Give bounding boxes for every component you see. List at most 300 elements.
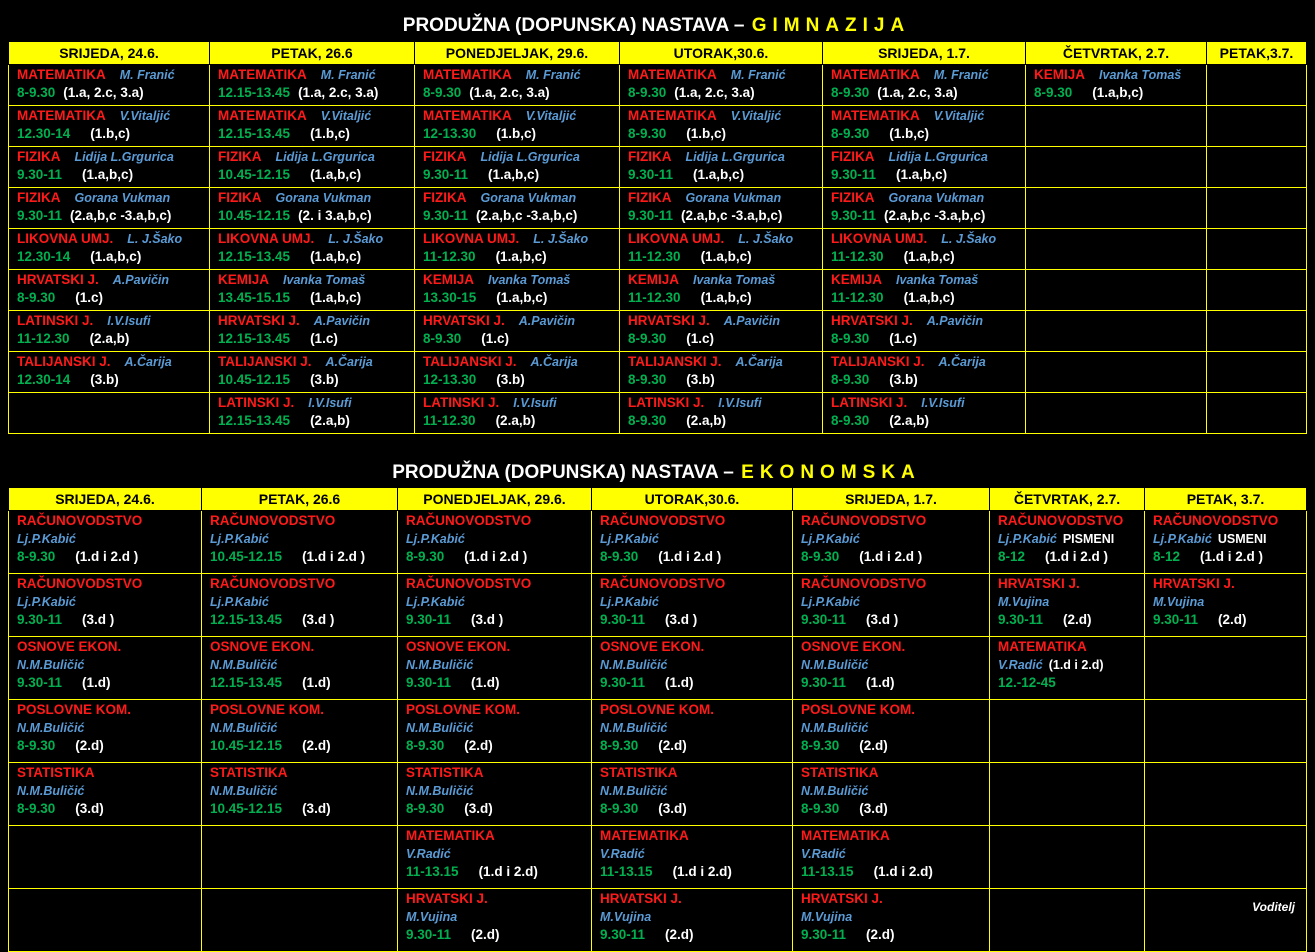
teacher-name: A.Pavičin (518, 314, 576, 328)
class-groups: (1.a,b,c) (310, 167, 362, 182)
class-groups: (2.d) (665, 927, 694, 942)
class-groups: (3.d ) (302, 612, 335, 627)
time-slot: 8-9.30 (801, 549, 840, 564)
schedule-cell (1207, 65, 1307, 106)
teacher-name: Lj.P.Kabić (600, 595, 659, 609)
schedule-cell (9, 352, 210, 393)
teacher-name: I.V.Isufi (513, 396, 557, 410)
teacher-name: N.M.Buličić (210, 658, 278, 672)
subject-label: HRVATSKI J. (406, 891, 488, 906)
teacher-name: Gorana Vukman (480, 191, 577, 205)
entry-line (423, 371, 619, 389)
class-groups: (2.a,b,c -3.a,b,c) (70, 208, 172, 223)
time-slot: 8-9.30 (831, 413, 870, 428)
schedule-cell (823, 352, 1026, 393)
time-slot: 8-12 (1153, 549, 1181, 564)
entry-line (998, 611, 1144, 629)
schedule-cell (990, 511, 1145, 574)
schedule-cell (398, 700, 592, 763)
subject-label: RAČUNOVODSTVO (17, 576, 143, 591)
subject-label: STATISTIKA (17, 765, 95, 780)
entry-line (801, 827, 989, 845)
entry-line (831, 271, 1025, 289)
schedule-cell (9, 637, 202, 700)
time-slot: 12.30-14 (17, 249, 71, 264)
schedule-cell (1207, 106, 1307, 147)
class-groups: (1.a,b,c) (903, 249, 955, 264)
subject-label: OSNOVE EKON. (17, 639, 122, 654)
teacher-name: V.Vitaljić (933, 109, 985, 123)
entry-line (628, 412, 822, 430)
entry-line (17, 207, 209, 225)
schedule-cell (1026, 229, 1207, 270)
subject-label: RAČUNOVODSTVO (210, 513, 336, 528)
entry-line (210, 638, 397, 656)
entry-line (423, 66, 619, 84)
class-groups: (3.d ) (471, 612, 504, 627)
teacher-name: Lj.P.Kabić (17, 532, 76, 546)
teacher-name: V.Vitaljić (525, 109, 577, 123)
teacher-name: Lidija L.Grgurica (74, 150, 174, 164)
subject-label: HRVATSKI J. (17, 272, 99, 287)
entry-line (801, 593, 989, 611)
teacher-name: M.Vujina (998, 595, 1050, 609)
entry-line (218, 84, 414, 102)
time-slot: 12.30-14 (17, 372, 71, 387)
time-slot: 8-9.30 (17, 801, 56, 816)
entry-line (801, 908, 989, 926)
entry-line (801, 638, 989, 656)
subject-label: MATEMATIKA (218, 67, 307, 82)
class-groups: (1.c) (481, 331, 510, 346)
entry-line (406, 512, 591, 530)
time-slot: 8-9.30 (600, 549, 639, 564)
teacher-name: V.Radić (801, 847, 846, 861)
schedule-cell (620, 188, 823, 229)
entry-line (423, 271, 619, 289)
schedule-cell (1145, 637, 1307, 700)
schedule-cell (990, 763, 1145, 826)
time-slot: 8-12 (998, 549, 1026, 564)
entry-line (831, 166, 1025, 184)
schedule-row (9, 700, 1307, 763)
class-groups: (3.d) (859, 801, 888, 816)
subject-label: OSNOVE EKON. (600, 639, 705, 654)
schedule-cell (398, 889, 592, 952)
time-slot: 9.30-11 (801, 675, 847, 690)
teacher-name: A.Čarija (530, 355, 578, 369)
subject-label: MATEMATIKA (423, 108, 512, 123)
entry-line (218, 148, 414, 166)
entry-line (831, 412, 1025, 430)
teacher-name: M. Franić (730, 68, 786, 82)
time-slot: 9.30-11 (998, 612, 1044, 627)
entry-line (831, 207, 1025, 225)
class-groups: (1.c) (686, 331, 715, 346)
time-slot: 9.30-11 (423, 208, 469, 223)
entry-line (831, 248, 1025, 266)
class-groups: (2.d) (1063, 612, 1092, 627)
teacher-name: N.M.Buličić (600, 721, 668, 735)
time-slot: 9.30-11 (600, 612, 646, 627)
entry-line (17, 271, 209, 289)
ekonomska-title (0, 461, 1315, 485)
teacher-name: N.M.Buličić (801, 721, 869, 735)
class-groups: (1.a,b,c) (903, 290, 955, 305)
entry-line (600, 926, 792, 944)
subject-label: MATEMATIKA (831, 67, 920, 82)
time-slot: 10.45-12.15 (218, 208, 291, 223)
time-slot: 11-12.30 (831, 290, 884, 305)
schedule-row (9, 229, 1307, 270)
time-slot: 9.30-11 (1153, 612, 1199, 627)
class-groups: (1.d i 2.d ) (464, 549, 528, 564)
entry-line (17, 66, 209, 84)
entry-line (17, 548, 201, 566)
entry-line (831, 330, 1025, 348)
teacher-name: Ivanka Tomaš (693, 273, 776, 287)
schedule-cell (1145, 826, 1307, 889)
class-groups: (2.d) (464, 738, 493, 753)
subject-label: OSNOVE EKON. (406, 639, 511, 654)
schedule-cell (823, 229, 1026, 270)
teacher-name: Gorana Vukman (685, 191, 782, 205)
teacher-name: I.V.Isufi (718, 396, 762, 410)
time-slot: 8-9.30 (831, 126, 870, 141)
schedule-cell (823, 270, 1026, 311)
schedule-cell (592, 826, 793, 889)
schedule-cell (823, 106, 1026, 147)
time-slot: 11-12.30 (831, 249, 884, 264)
subject-label: RAČUNOVODSTVO (1153, 513, 1279, 528)
entry-line (600, 782, 792, 800)
schedule-cell (1145, 574, 1307, 637)
subject-label: LATINSKI J. (831, 395, 908, 410)
schedule-cell (202, 826, 398, 889)
entry-line (17, 593, 201, 611)
entry-line (1153, 611, 1306, 629)
schedule-cell (9, 511, 202, 574)
subject-label: TALIJANSKI J. (218, 354, 312, 369)
entry-line (406, 890, 591, 908)
class-groups: (1.d i 2.d ) (75, 549, 139, 564)
entry-line (423, 412, 619, 430)
subject-label: LATINSKI J. (628, 395, 705, 410)
entry-line (406, 611, 591, 629)
ekonomska-day-header-row (9, 488, 1307, 511)
schedule-cell (620, 270, 823, 311)
class-groups: (1.a,b,c) (90, 249, 142, 264)
subject-label: RAČUNOVODSTVO (17, 513, 143, 528)
schedule-cell (415, 65, 620, 106)
entry-line (210, 800, 397, 818)
schedule-cell (1026, 311, 1207, 352)
schedule-cell (1207, 352, 1307, 393)
teacher-name: Lj.P.Kabić (210, 532, 269, 546)
subject-label: OSNOVE EKON. (801, 639, 906, 654)
schedule-cell (1145, 889, 1307, 952)
entry-line (600, 863, 792, 881)
entry-line (600, 764, 792, 782)
teacher-name: A.Čarija (735, 355, 783, 369)
time-slot: 11-12.30 (17, 331, 70, 346)
ekonomska-title-highlight: EKONOMSKA (741, 462, 921, 483)
schedule-cell (592, 511, 793, 574)
day-header: PONEDJELJAK, 29.6. (398, 488, 592, 511)
entry-line (600, 701, 792, 719)
time-slot: 9.30-11 (406, 612, 452, 627)
schedule-cell (398, 763, 592, 826)
teacher-name: V.Radić (406, 847, 451, 861)
schedule-cell (793, 763, 990, 826)
schedule-cell (620, 393, 823, 434)
time-slot: 9.30-11 (628, 167, 674, 182)
entry-line (801, 611, 989, 629)
entry-line (17, 530, 201, 548)
class-groups: (1.c) (889, 331, 918, 346)
schedule-cell (823, 65, 1026, 106)
class-groups: (1.d) (82, 675, 111, 690)
class-groups: (1.a,b,c) (1092, 85, 1144, 100)
schedule-row (9, 889, 1307, 952)
subject-label: POSLOVNE KOM. (600, 702, 715, 717)
entry-line (600, 674, 792, 692)
subject-label: LIKOVNA UMJ. (218, 231, 315, 246)
schedule-cell (415, 352, 620, 393)
subject-label: RAČUNOVODSTVO (406, 513, 532, 528)
entry-line (831, 312, 1025, 330)
schedule-cell (1145, 511, 1307, 574)
entry-line (406, 782, 591, 800)
time-slot: 12.15-13.45 (218, 331, 291, 346)
time-slot: 11-13.15 (801, 864, 854, 879)
time-slot: 8-9.30 (600, 738, 639, 753)
time-slot: 8-9.30 (17, 738, 56, 753)
teacher-name: N.M.Buličić (17, 721, 85, 735)
entry-line (1034, 66, 1206, 84)
teacher-name: A.Čarija (124, 355, 172, 369)
entry-line (218, 66, 414, 84)
entry-line (218, 330, 414, 348)
teacher-name: Lj.P.Kabić (406, 595, 465, 609)
schedule-row (9, 393, 1307, 434)
teacher-name: A.Pavičin (112, 273, 170, 287)
class-groups: (1.d i 2.d ) (302, 549, 366, 564)
entry-line (998, 656, 1144, 674)
entry-line (628, 107, 822, 125)
time-slot: 12.15-13.45 (210, 612, 283, 627)
teacher-name: Lidija L.Grgurica (685, 150, 785, 164)
time-slot: 9.30-11 (831, 167, 877, 182)
class-groups: (3.d ) (82, 612, 115, 627)
teacher-name: M.Vujina (801, 910, 853, 924)
entry-line (406, 719, 591, 737)
teacher-name: M. Franić (320, 68, 376, 82)
entry-line (210, 530, 397, 548)
schedule-cell (415, 311, 620, 352)
subject-label: TALIJANSKI J. (628, 354, 722, 369)
day-header: SRIJEDA, 1.7. (793, 488, 990, 511)
schedule-cell (202, 637, 398, 700)
subject-label: FIZIKA (423, 149, 467, 164)
schedule-cell (990, 700, 1145, 763)
class-groups: (1.d i 2.d ) (1045, 549, 1109, 564)
entry-line (998, 530, 1144, 548)
teacher-name: Gorana Vukman (275, 191, 372, 205)
entry-line (406, 701, 591, 719)
entry-line (831, 148, 1025, 166)
entry-line (831, 394, 1025, 412)
schedule-row (9, 826, 1307, 889)
class-groups: (1.c) (75, 290, 104, 305)
subject-label: MATEMATIKA (423, 67, 512, 82)
schedule-cell (9, 826, 202, 889)
teacher-name: L. J.Šako (941, 232, 997, 246)
class-groups: (1.a,b,c) (310, 290, 362, 305)
entry-line (423, 148, 619, 166)
schedule-cell (9, 229, 210, 270)
entry-line (17, 107, 209, 125)
entry-line (17, 737, 201, 755)
entry-line (628, 394, 822, 412)
entry-line (600, 890, 792, 908)
schedule-cell (1207, 188, 1307, 229)
time-slot: 9.30-11 (600, 675, 646, 690)
teacher-name: Lj.P.Kabić (998, 532, 1057, 546)
schedule-row (9, 352, 1307, 393)
schedule-cell (990, 637, 1145, 700)
day-header: UTORAK,30.6. (620, 42, 823, 65)
time-slot: 9.30-11 (801, 612, 847, 627)
time-slot: 8-9.30 (406, 738, 445, 753)
subject-label: STATISTIKA (600, 765, 678, 780)
class-groups: (2.a,b,c -3.a,b,c) (681, 208, 783, 223)
schedule-cell (1207, 393, 1307, 434)
day-header: SRIJEDA, 1.7. (823, 42, 1026, 65)
schedule-cell (592, 763, 793, 826)
teacher-name: V.Vitaljić (119, 109, 171, 123)
schedule-cell (620, 106, 823, 147)
gimnazija-title-highlight: GIMNAZIJA (751, 15, 911, 36)
teacher-name: Lj.P.Kabić (801, 532, 860, 546)
entry-line (423, 248, 619, 266)
time-slot: 9.30-11 (406, 927, 452, 942)
schedule-cell (398, 574, 592, 637)
entry-line (17, 125, 209, 143)
subject-label: RAČUNOVODSTVO (406, 576, 532, 591)
class-groups: (1.b,c) (310, 126, 350, 141)
schedule-cell (1207, 270, 1307, 311)
teacher-name: N.M.Buličić (406, 784, 474, 798)
time-slot: 8-9.30 (406, 549, 445, 564)
teacher-name: Lj.P.Kabić (1153, 532, 1212, 546)
subject-label: TALIJANSKI J. (831, 354, 925, 369)
schedule-row (9, 763, 1307, 826)
entry-line (17, 512, 201, 530)
time-slot: 9.30-11 (423, 167, 469, 182)
class-groups: (2. i 3.a,b,c) (298, 208, 372, 223)
schedule-cell (592, 637, 793, 700)
schedule-cell (592, 574, 793, 637)
teacher-name: N.M.Buličić (801, 658, 869, 672)
teacher-name: Lj.P.Kabić (801, 595, 860, 609)
entry-line (801, 512, 989, 530)
entry-line (831, 289, 1025, 307)
class-groups: (1.b,c) (90, 126, 131, 141)
time-slot: 8-9.30 (801, 801, 840, 816)
class-groups: (3.d) (658, 801, 687, 816)
entry-line (600, 548, 792, 566)
class-groups: (1.b,c) (686, 126, 727, 141)
teacher-name: M.Vujina (406, 910, 458, 924)
class-groups: (2.d) (1218, 612, 1247, 627)
class-groups: (2.d) (75, 738, 104, 753)
schedule-cell (9, 270, 210, 311)
class-groups: (3.d) (302, 801, 331, 816)
time-slot: 8-9.30 (628, 413, 667, 428)
entry-line (628, 330, 822, 348)
subject-label: MATEMATIKA (831, 108, 920, 123)
entry-line (831, 107, 1025, 125)
time-slot: 8-9.30 (406, 801, 445, 816)
subject-label: HRVATSKI J. (600, 891, 682, 906)
time-slot: 12.15-13.45 (218, 249, 291, 264)
entry-line (406, 737, 591, 755)
entry-line (600, 530, 792, 548)
time-slot: 12-13.30 (423, 126, 477, 141)
teacher-name: N.M.Buličić (17, 784, 85, 798)
gimnazija-title (0, 14, 1315, 38)
entry-line (218, 394, 414, 412)
entry-line (17, 248, 209, 266)
schedule-cell (9, 700, 202, 763)
schedule-cell (793, 637, 990, 700)
entry-line (423, 289, 619, 307)
entry-line (406, 845, 591, 863)
schedule-cell (398, 637, 592, 700)
entry-line (423, 107, 619, 125)
entry-line (406, 764, 591, 782)
subject-label: KEMIJA (218, 272, 270, 287)
schedule-cell (1145, 763, 1307, 826)
entry-line (801, 845, 989, 863)
subject-label: MATEMATIKA (218, 108, 307, 123)
subject-label: FIZIKA (17, 149, 61, 164)
teacher-name: A.Pavičin (723, 314, 781, 328)
teacher-name: M. Franić (119, 68, 175, 82)
schedule-cell (210, 352, 415, 393)
entry-line (210, 548, 397, 566)
entry-line (831, 230, 1025, 248)
schedule-cell (793, 700, 990, 763)
schedule-cell (1207, 147, 1307, 188)
entry-line (801, 764, 989, 782)
entry-line (998, 674, 1144, 692)
class-groups: (1.a,b,c) (700, 249, 752, 264)
class-groups: (1.d) (302, 675, 331, 690)
schedule-cell (415, 270, 620, 311)
entry-line (423, 207, 619, 225)
schedule-cell (1026, 270, 1207, 311)
entry-line (406, 827, 591, 845)
schedule-cell (823, 393, 1026, 434)
schedule-cell (620, 352, 823, 393)
schedule-cell (415, 229, 620, 270)
schedule-cell (1207, 311, 1307, 352)
entry-line (628, 207, 822, 225)
class-groups: (1.d i 2.d ) (658, 549, 722, 564)
schedule-cell (210, 106, 415, 147)
